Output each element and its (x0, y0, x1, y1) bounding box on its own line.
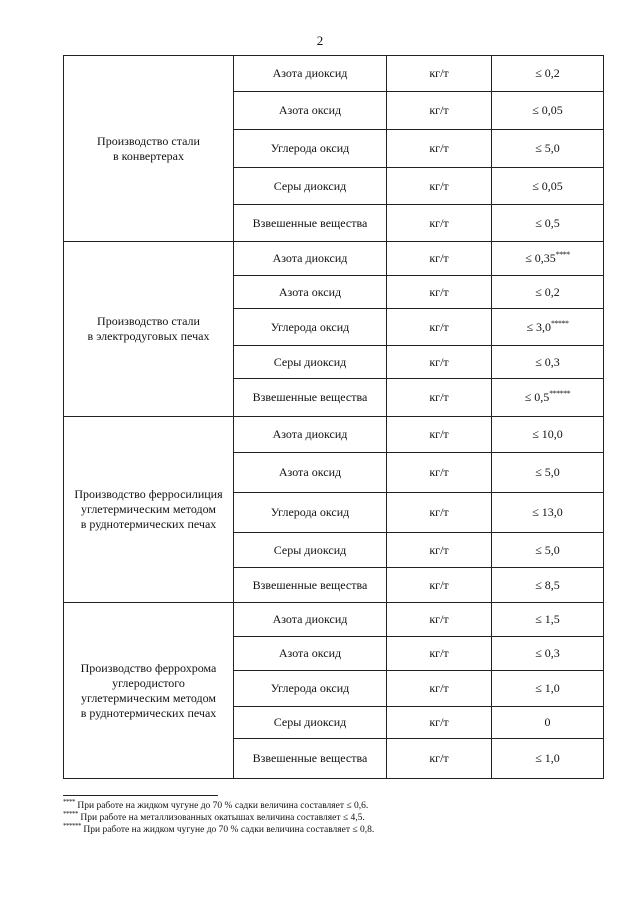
limit-value: ≤ 0,3 (535, 646, 560, 660)
footnote-mark: ****** (63, 821, 81, 830)
limit-cell (492, 417, 604, 453)
limit-value: ≤ 10,0 (532, 427, 563, 441)
limit-cell (492, 671, 604, 707)
unit: кг/т (387, 168, 492, 205)
footnote-text: При работе на жидком чугуне до 70 % садки величина составляет ≤ 0,6. (75, 801, 369, 811)
limit-cell (492, 205, 604, 242)
unit: кг/т (387, 603, 492, 637)
unit: кг/т (387, 130, 492, 168)
unit: кг/т (387, 671, 492, 707)
limit-value: ≤ 0,3 (535, 354, 560, 369)
limit-value: ≤ 0,2 (535, 66, 560, 80)
footnote-reference: ****** (549, 389, 571, 398)
unit: кг/т (387, 276, 492, 309)
unit: кг/т (387, 533, 492, 568)
limit-value: ≤ 5,0 (535, 141, 560, 155)
unit: кг/т (387, 56, 492, 92)
pollutant-name: Азота диоксид (234, 56, 387, 92)
unit: кг/т (387, 453, 492, 493)
pollutant-name: Серы диоксид (234, 707, 387, 739)
pollutant-name: Взвешенные вещества (234, 568, 387, 603)
page-number: 2 (316, 33, 324, 48)
limit-value: ≤ 1,0 (535, 681, 560, 695)
pollutant-name: Азота диоксид (234, 417, 387, 453)
limit-cell (492, 637, 604, 671)
pollutant-name: Азота оксид (234, 276, 387, 309)
process-name: Производство стали в электродуговых печах (64, 242, 234, 417)
unit: кг/т (387, 637, 492, 671)
unit: кг/т (387, 309, 492, 346)
pollutant-name: Углерода оксид (234, 493, 387, 533)
limit-value: ≤ 0,35 (525, 251, 556, 265)
unit: кг/т (387, 92, 492, 130)
pollutant-name: Взвешенные вещества (234, 739, 387, 779)
table-row (64, 603, 604, 637)
unit: кг/т (387, 379, 492, 417)
limit-cell (492, 603, 604, 637)
limit-cell (492, 739, 604, 779)
footnote-mark: ***** (63, 809, 78, 818)
limit-value: ≤ 13,0 (532, 505, 563, 519)
pollutant-name: Углерода оксид (234, 671, 387, 707)
unit: кг/т (387, 568, 492, 603)
limit-cell (492, 568, 604, 603)
pollutant-name: Азота диоксид (234, 603, 387, 637)
limit-value: ≤ 5,0 (535, 465, 560, 479)
pollutant-name: Серы диоксид (234, 346, 387, 379)
limit-cell (492, 379, 604, 417)
limit-value: ≤ 0,2 (535, 284, 560, 299)
unit: кг/т (387, 707, 492, 739)
unit: кг/т (387, 242, 492, 276)
footnote-text: При работе на металлизованных окатышах величина составляет ≤ 4,5. (78, 812, 365, 823)
unit: кг/т (387, 417, 492, 453)
limit-value: ≤ 3,0 (526, 319, 552, 334)
pollutant-name: Азота оксид (234, 453, 387, 493)
table-row (64, 56, 604, 92)
unit: кг/т (387, 493, 492, 533)
limit-value: ≤ 0,5 (524, 390, 550, 404)
pollutant-name: Серы диоксид (234, 168, 387, 205)
footnotes (63, 797, 603, 837)
unit: кг/т (387, 739, 492, 779)
emissions-table (63, 55, 604, 779)
process-name: Производство феррохрома углеродистого углетермическим методом в руднотермических печах (64, 603, 234, 779)
limit-cell (492, 92, 604, 130)
pollutant-name: Азота оксид (234, 92, 387, 130)
unit: кг/т (387, 205, 492, 242)
footnote (63, 809, 603, 825)
limit-cell (492, 168, 604, 205)
limit-cell (492, 533, 604, 568)
footnote-text: При работе на жидком чугуне до 70 % садки величина составляет ≤ 0,8. (81, 824, 375, 835)
pollutant-name: Азота оксид (234, 637, 387, 671)
footnote-reference: ***** (551, 318, 569, 328)
unit: кг/т (387, 346, 492, 379)
limit-value: ≤ 1,5 (535, 612, 560, 626)
limit-cell (492, 130, 604, 168)
limit-cell (492, 346, 604, 379)
pollutant-name: Углерода оксид (234, 309, 387, 346)
limit-value: ≤ 8,5 (535, 577, 560, 592)
table-row (64, 417, 604, 453)
limit-cell (492, 56, 604, 92)
limit-cell (492, 453, 604, 493)
pollutant-name: Углерода оксид (234, 130, 387, 168)
limit-value: ≤ 0,05 (532, 178, 563, 193)
limit-cell (492, 493, 604, 533)
pollutant-name: Серы диоксид (234, 533, 387, 568)
limit-value: ≤ 0,05 (532, 103, 563, 117)
footnote-mark: **** (63, 797, 75, 806)
pollutant-name: Азота диоксид (234, 242, 387, 276)
footnote (63, 797, 603, 813)
limit-value: ≤ 0,5 (535, 215, 560, 230)
footnote (63, 821, 603, 837)
pollutant-name: Взвешенные вещества (234, 379, 387, 417)
limit-value: 0 (544, 715, 551, 729)
table-row (64, 242, 604, 276)
process-name: Производство ферросилиция углетермическим методом в руднотермических печах (64, 417, 234, 603)
pollutant-name: Взвешенные вещества (234, 205, 387, 242)
process-name: Производство стали в конвертерах (64, 56, 234, 242)
footnote-divider (63, 795, 218, 796)
limit-cell (492, 707, 604, 739)
limit-value: ≤ 1,0 (535, 751, 560, 765)
limit-cell (492, 276, 604, 309)
emissions-table-body (64, 56, 604, 779)
limit-value: ≤ 5,0 (535, 542, 560, 557)
limit-cell (492, 309, 604, 346)
footnote-reference: **** (555, 250, 570, 259)
limit-cell (492, 242, 604, 276)
